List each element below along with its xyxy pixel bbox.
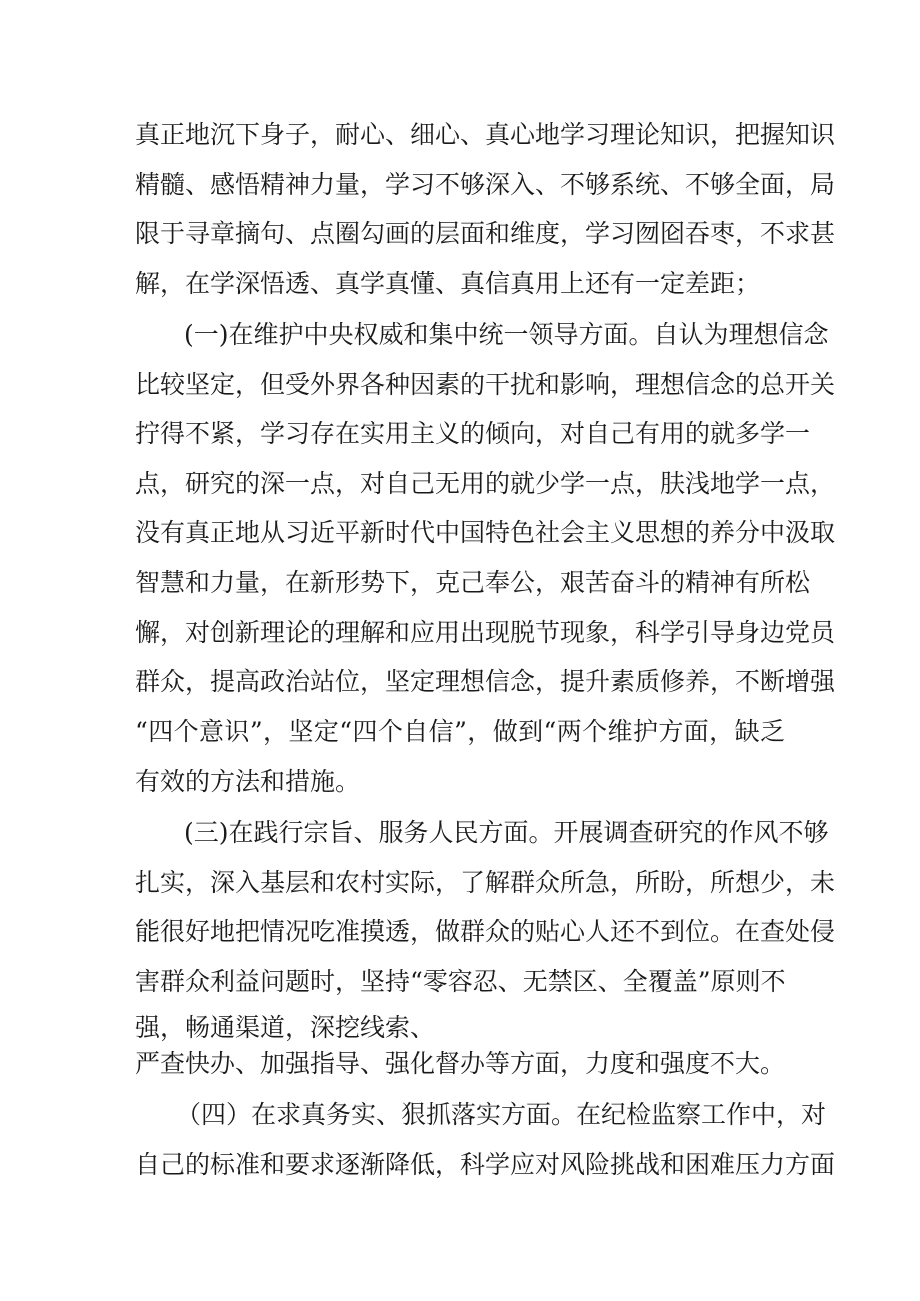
text-line: 群众，提高政治站位，坚定理想信念，提升素质修养，不断增强 [135, 667, 836, 696]
text-line: 比较坚定，但受外界各种因素的干扰和影响，理想信念的总开关 [135, 370, 836, 399]
text-line: 点，研究的深一点，对自己无用的就少学一点，肤浅地学一点， [135, 469, 836, 498]
text-line: 智慧和力量，在新形势下，克己奉公，艰苦奋斗的精神有所松 [135, 568, 811, 597]
text-line: 扎实，深入基层和农村实际，了解群众所急，所盼，所想少，未 [135, 868, 836, 897]
text-line: 自己的标准和要求逐渐降低，科学应对风险挑战和困难压力方面 [135, 1150, 836, 1179]
text-line: 拧得不紧，学习存在实用主义的倾向，对自己有用的就多学一 [135, 419, 811, 448]
paragraph-heading-line: (一)在维护中央权威和集中统一领导方面。自认为理想信念 [184, 320, 829, 349]
text-line: 害群众利益问题时，坚持“零容忍、无禁区、全覆盖”原则不 [135, 967, 786, 996]
paragraph-heading-line: （四）在求真务实、狠抓落实方面。在纪检监察工作中，对 [176, 1100, 827, 1129]
paragraph-heading-line: (三)在践行宗旨、服务人民方面。开展调查研究的作风不够 [184, 818, 829, 847]
text-line: 没有真正地从习近平新时代中国特色社会主义思想的养分中汲取 [135, 518, 836, 547]
text-line: 能很好地把情况吃准摸透，做群众的贴心人还不到位。在查处侵 [135, 917, 836, 946]
text-line: “四个意识”，坚定“四个自信”，做到“两个维护方面，缺乏 [135, 717, 785, 746]
text-line: 解，在学深悟透、真学真懂、真信真用上还有一定差距； [135, 269, 761, 298]
text-line: 真正地沉下身子，耐心、细心、真心地学习理论知识，把握知识 [135, 120, 836, 149]
text-line: 精髓、感悟精神力量，学习不够深入、不够系统、不够全面，局 [135, 170, 836, 199]
text-line: 严查快办、加强指导、强化督办等方面，力度和强度不大。 [135, 1049, 786, 1078]
text-line: 限于寻章摘句、点圈勾画的层面和维度，学习囫囵吞枣，不求甚 [135, 219, 836, 248]
text-line: 懈，对创新理论的理解和应用出现脱节现象，科学引导身边党员 [135, 618, 836, 647]
text-line: 强，畅通渠道，深挖线索、 [135, 1013, 436, 1042]
text-line: 有效的方法和措施。 [135, 767, 361, 796]
